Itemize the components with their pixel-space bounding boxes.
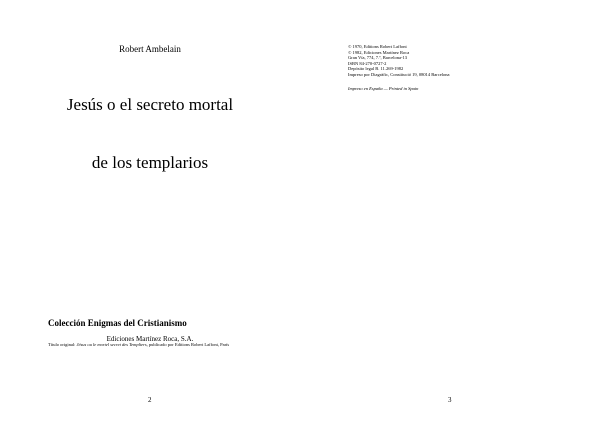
original-title-suffix: , publicado por Editions Robert Laffont, París <box>146 342 230 347</box>
book-title-line-2: de los templarios <box>91 153 209 172</box>
page-number-right: 3 <box>448 396 452 404</box>
copyright-line: Impreso por Diagràfic, Constitució 19, 08014 Barcelona <box>348 71 450 77</box>
page-number-left: 2 <box>148 396 152 404</box>
printed-in-note: Impreso en España — Printed in Spain <box>348 86 419 91</box>
right-page <box>300 0 600 426</box>
copyright-line: © 1970, Editions Robert Laffont <box>348 44 407 49</box>
book-title-line-1: Jesús o el secreto mortal <box>66 95 234 114</box>
author-name: Robert Ambelain <box>119 44 181 54</box>
original-title-note <box>48 342 300 347</box>
publisher-name: Ediciones Martínez Roca, S.A. <box>106 335 194 343</box>
copyright-line: ISBN 84-270-0727-2 <box>348 60 387 66</box>
copyright-line: © 1982, Ediciones Martínez Roca <box>348 49 410 55</box>
copyright-line: Gran Vía, 774, 7.º, Barcelona-13 <box>348 55 408 61</box>
original-title-prefix: Título original: <box>48 342 76 347</box>
copyright-block <box>348 44 449 78</box>
copyright-line: Depósito legal B. 11.269-1982 <box>348 66 404 72</box>
original-title: Jésus ou le mortel secret des Templiers <box>76 342 147 347</box>
collection-name: Colección Enigmas del Cristianismo <box>48 318 187 328</box>
